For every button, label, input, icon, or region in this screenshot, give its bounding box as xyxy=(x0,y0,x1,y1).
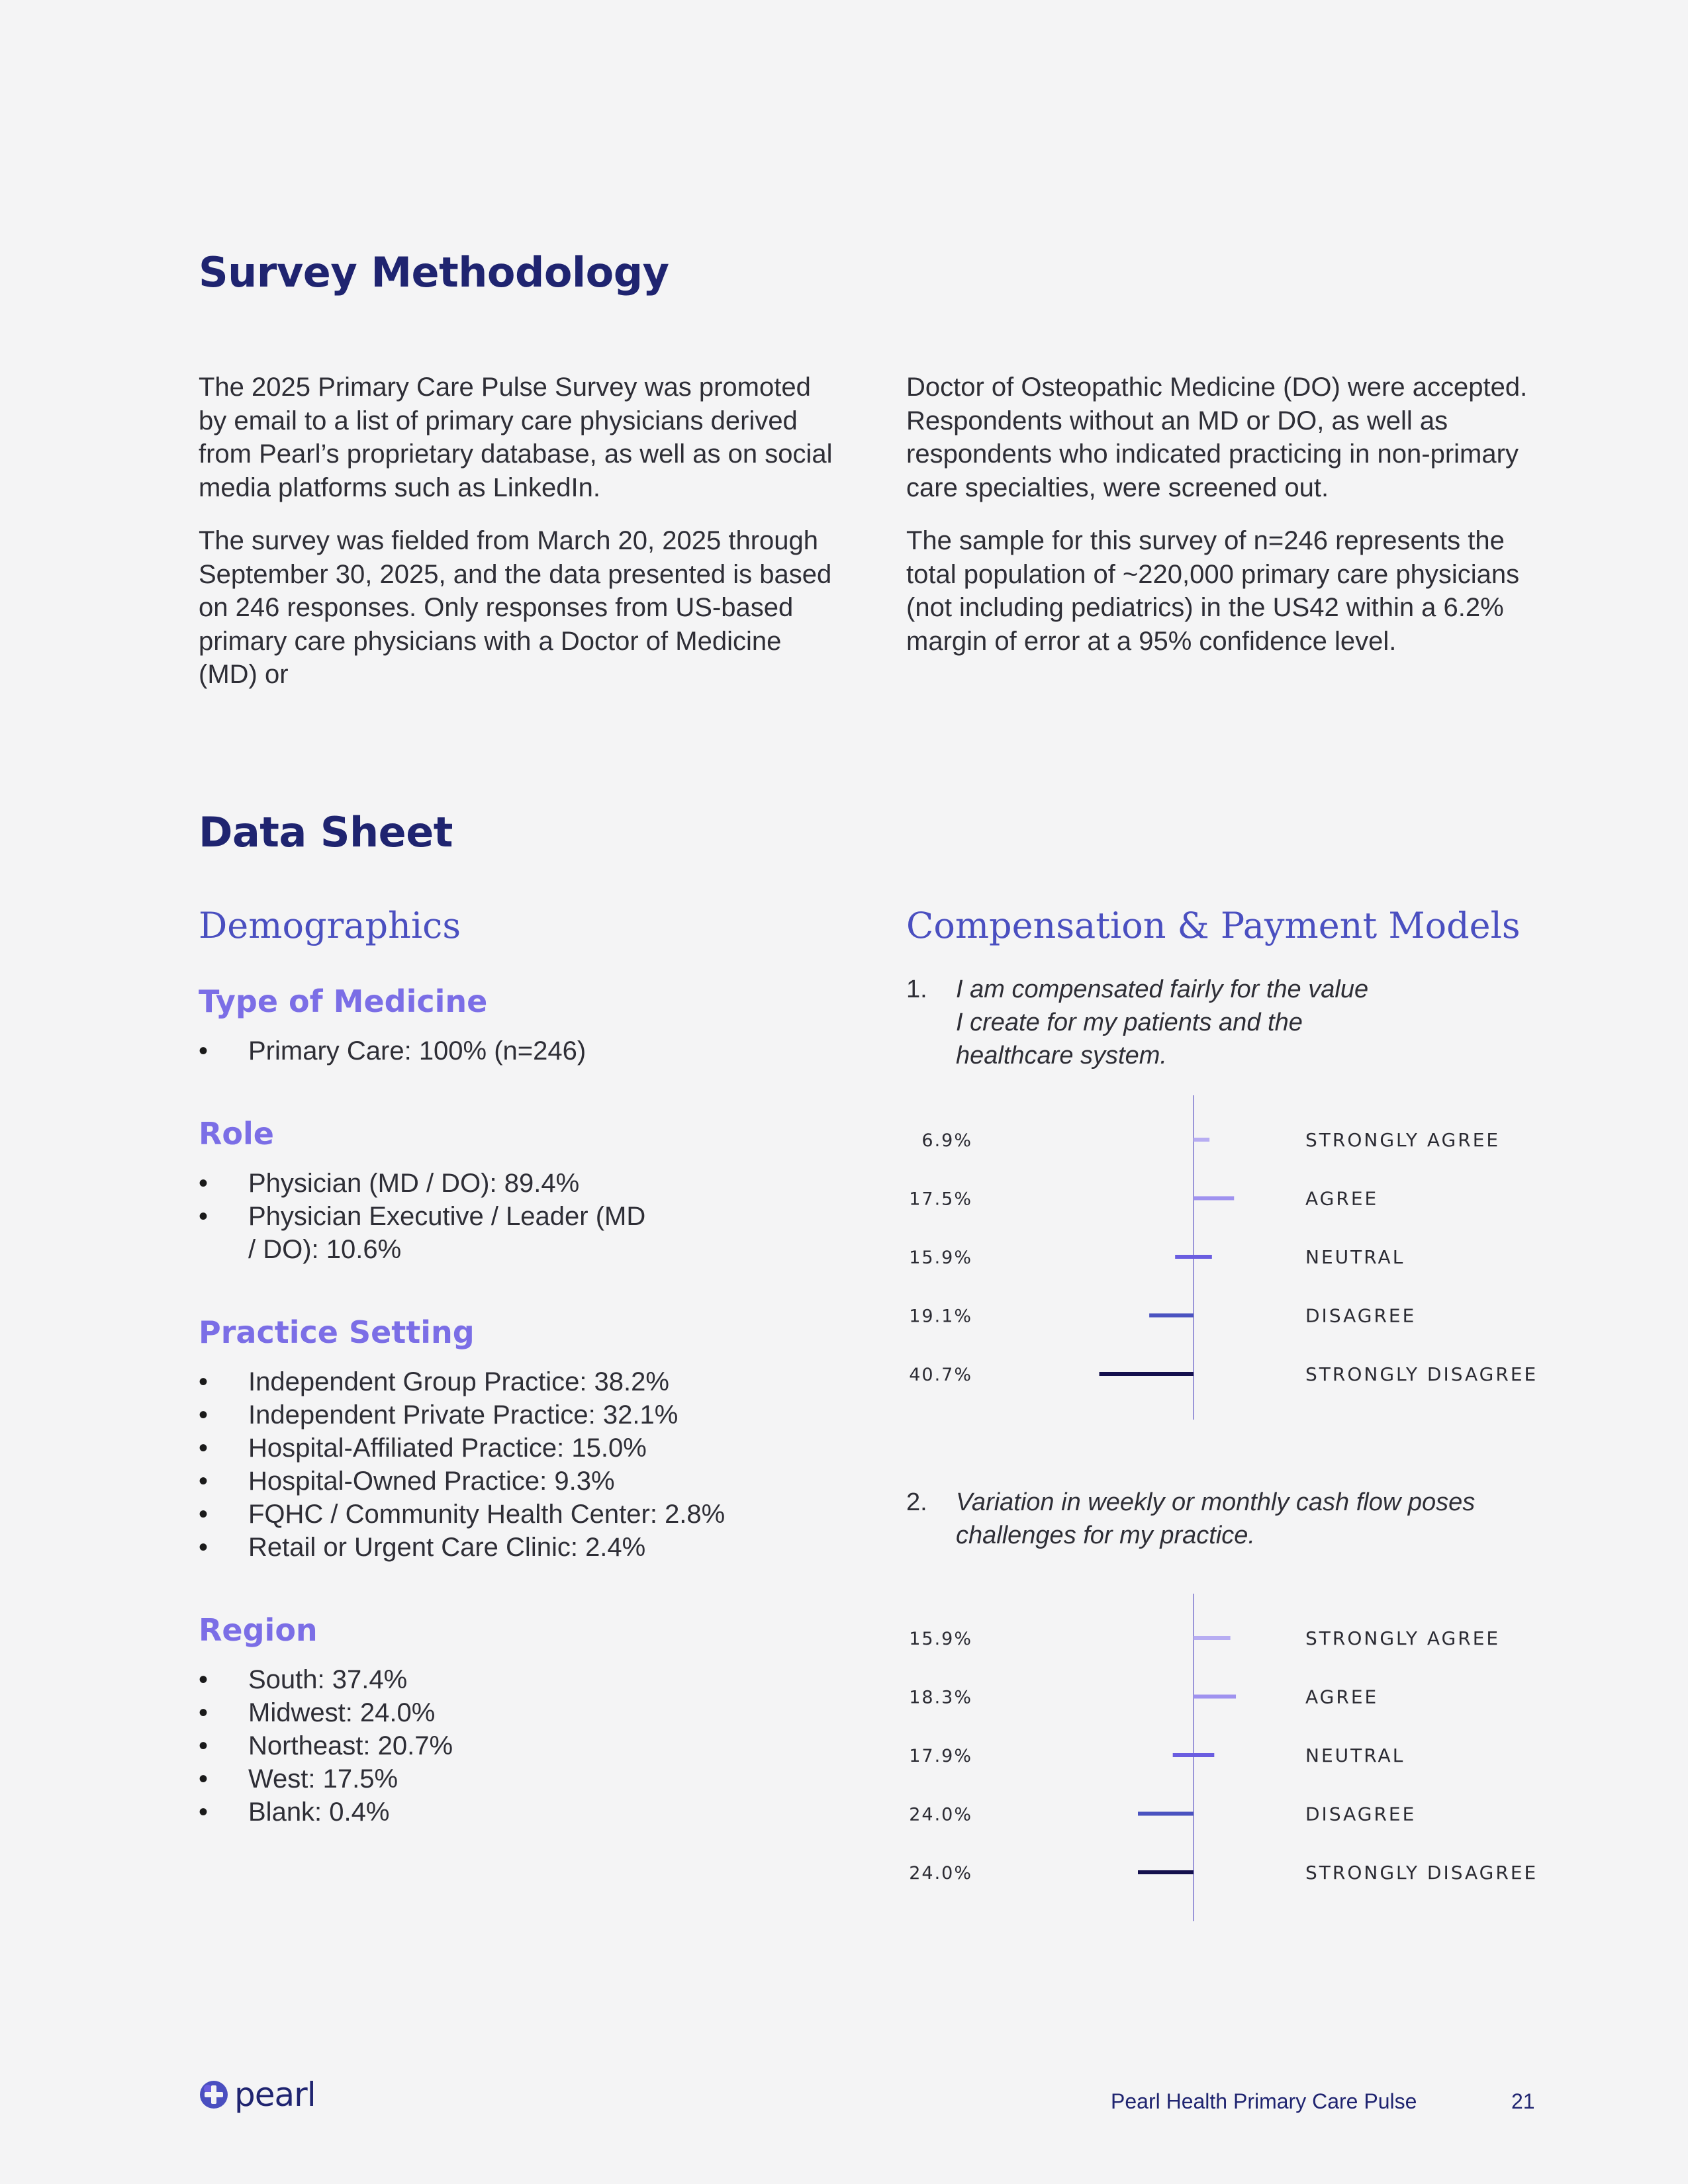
compensation-fairness-chart xyxy=(906,1095,1556,1420)
value-label: 18.3% xyxy=(909,1687,972,1708)
page-number: 21 xyxy=(1511,2089,1535,2113)
methodology-paragraph: The sample for this survey of n=246 represents the total population of ~220,000 primary care physicians (not including pediatrics) in the US42 within a 6.2% margin of error at a 95% confidence level. xyxy=(906,526,1520,656)
methodology-paragraph: The survey was fielded from March 20, 2025 through September 30, 2025, and the data presented is based on 246 responses. Only responses from US-based primary care physicians with a Doctor of Medicine (MD) or xyxy=(199,526,832,689)
footer-logo xyxy=(199,2075,316,2115)
region-heading: Region xyxy=(199,1612,318,1648)
list-item: • Retail or Urgent Care Clinic: 2.4% xyxy=(199,1531,834,1564)
survey-title: Survey Methodology xyxy=(199,248,669,296)
value-label: 15.9% xyxy=(909,1629,972,1649)
category-label: AGREE xyxy=(1305,1187,1379,1210)
compensation-heading: Compensation & Payment Models xyxy=(906,905,1521,946)
role-heading: Role xyxy=(199,1116,274,1152)
datasheet-title: Data Sheet xyxy=(199,808,453,856)
question-1 xyxy=(906,973,1542,1072)
demographics-heading: Demographics xyxy=(199,905,461,946)
question-text-line: Variation in weekly or monthly cash flow poses xyxy=(956,1488,1476,1516)
pearl-logo-icon xyxy=(199,2079,229,2110)
list-item: • Independent Group Practice: 38.2% xyxy=(199,1365,834,1398)
methodology-paragraph: The 2025 Primary Care Pulse Survey was promoted by email to a list of primary care physicians derived from Pearl’s proprietary database, as well as on social media platforms such as LinkedIn. xyxy=(199,373,833,502)
methodology-right-column xyxy=(906,371,1542,678)
category-label: NEUTRAL xyxy=(1305,1745,1405,1766)
list-item: • South: 37.4% xyxy=(199,1663,794,1696)
methodology-left-column xyxy=(199,371,834,711)
value-label: 15.9% xyxy=(909,1248,972,1268)
list-item: • Blank: 0.4% xyxy=(199,1796,794,1829)
value-label: 17.9% xyxy=(909,1746,972,1766)
category-label: DISAGREE xyxy=(1305,1304,1417,1327)
question-2 xyxy=(906,1486,1542,1552)
cash-flow-variation-chart xyxy=(906,1594,1556,1921)
list-item: • Northeast: 20.7% xyxy=(199,1729,794,1762)
question-text-line: I create for my patients and the xyxy=(956,1009,1303,1036)
practice-setting-list xyxy=(199,1365,834,1564)
question-text-line: challenges for my practice. xyxy=(956,1522,1255,1549)
category-label: AGREE xyxy=(1305,1686,1379,1708)
value-label: 19.1% xyxy=(909,1306,972,1327)
role-list xyxy=(199,1167,649,1266)
value-label: 24.0% xyxy=(909,1804,972,1825)
list-item: • Independent Private Practice: 32.1% xyxy=(199,1398,834,1432)
list-item: • Midwest: 24.0% xyxy=(199,1696,794,1729)
list-item: • Hospital-Affiliated Practice: 15.0% xyxy=(199,1432,834,1465)
list-item: • Physician Executive / Leader (MD / DO): 10.6% xyxy=(199,1200,649,1266)
question-number: 2. xyxy=(906,1488,927,1516)
value-label: 24.0% xyxy=(909,1863,972,1884)
category-label: NEUTRAL xyxy=(1305,1246,1405,1268)
value-label: 40.7% xyxy=(909,1365,972,1385)
question-text-line: healthcare system. xyxy=(956,1042,1167,1069)
type-of-medicine-list xyxy=(199,1034,794,1068)
practice-setting-heading: Practice Setting xyxy=(199,1314,475,1350)
list-item: • FQHC / Community Health Center: 2.8% xyxy=(199,1498,834,1531)
logo-wordmark: pearl xyxy=(234,2075,316,2114)
list-item: • Physician (MD / DO): 89.4% xyxy=(199,1167,649,1200)
category-label: STRONGLY DISAGREE xyxy=(1305,1862,1538,1884)
category-label: STRONGLY AGREE xyxy=(1305,1627,1501,1649)
category-label: DISAGREE xyxy=(1305,1803,1417,1825)
list-item: • Hospital-Owned Practice: 9.3% xyxy=(199,1465,834,1498)
question-text-line: I am compensated fairly for the value xyxy=(956,976,1369,1003)
value-label: 17.5% xyxy=(909,1189,972,1210)
type-of-medicine-heading: Type of Medicine xyxy=(199,983,488,1019)
list-item: • Primary Care: 100% (n=246) xyxy=(199,1034,794,1068)
methodology-paragraph: Doctor of Osteopathic Medicine (DO) were accepted. Respondents without an MD or DO, as well as respondents who indicated practicing in non-primary care specialties, were screened out. xyxy=(906,373,1528,502)
category-label: STRONGLY AGREE xyxy=(1305,1129,1501,1151)
region-list xyxy=(199,1663,794,1829)
category-label: STRONGLY DISAGREE xyxy=(1305,1363,1538,1385)
list-item: • West: 17.5% xyxy=(199,1762,794,1796)
footer-publication: Pearl Health Primary Care Pulse xyxy=(1111,2089,1417,2113)
question-number: 1. xyxy=(906,976,927,1003)
value-label: 6.9% xyxy=(921,1130,972,1151)
